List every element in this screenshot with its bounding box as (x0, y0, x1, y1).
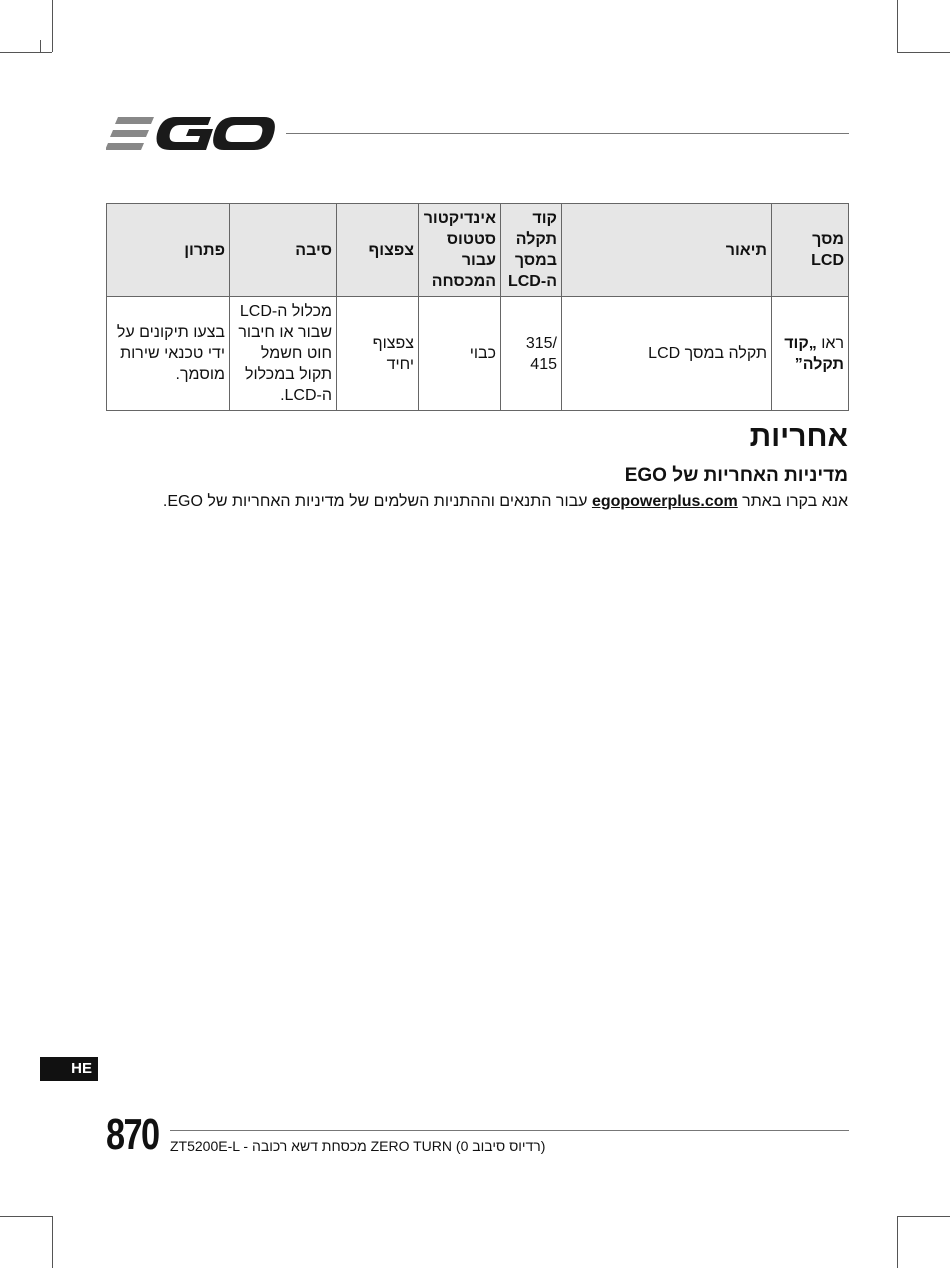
warranty-text-before: אנא בקרו באתר (737, 493, 848, 510)
header-cause: סיבה (230, 204, 337, 297)
crop-mark (52, 1216, 53, 1268)
warranty-paragraph (88, 493, 848, 511)
warranty-title: אחריות (749, 420, 848, 453)
svg-text:EGO: EGO (106, 114, 109, 115)
warranty-subtitle: מדיניות האחריות של EGO (624, 465, 848, 486)
warranty-text-after: עבור התנאים וההתניות השלמים של מדיניות האחריות של EGO. (162, 493, 592, 510)
troubleshooting-table (106, 203, 849, 411)
logo-e-stripes (106, 117, 154, 150)
cell-beeper: צפצוף יחיד (337, 297, 419, 411)
table-header-row (107, 204, 849, 297)
header-fault-code: קוד תקלה במסך ה-LCD (501, 204, 562, 297)
cell-solution: בצעו תיקונים על ידי טכנאי שירות מוסמך. (107, 297, 230, 411)
cell-fault-code: /315 415 (501, 297, 562, 411)
header-beeper: צפצוף (337, 204, 419, 297)
crop-mark (897, 52, 950, 53)
cell-status-indicator: כבוי (419, 297, 501, 411)
footer-rule (170, 1130, 849, 1131)
fault-code-reference: „קוד תקלה” (784, 334, 844, 373)
cell-lcd-screen-prefix: ראו (816, 334, 844, 352)
footer-doc-title: ZT5200E-L - מכסחת דשא רכובה ZERO TURN (רדיוס סיבוב 0) (170, 1138, 546, 1154)
crop-mark (0, 52, 52, 53)
crop-mark (0, 1216, 52, 1217)
header-lcd-screen: מסך LCD (772, 204, 849, 297)
crop-mark (52, 0, 53, 52)
page-number: 870 (106, 1110, 159, 1159)
header-solution: פתרון (107, 204, 230, 297)
header-status-indicator: אינדיקטור סטטוס עבור המכסחה (419, 204, 501, 297)
cell-description: תקלה במסך LCD (562, 297, 772, 411)
crop-mark (897, 1216, 898, 1268)
language-badge: HE (40, 1057, 98, 1081)
cell-cause: מכלול ה-LCD שבור או חיבור חוט חשמל תקול במכלול ה-LCD. (230, 297, 337, 411)
crop-mark (897, 1216, 950, 1217)
crop-mark (40, 40, 41, 52)
header-description: תיאור (562, 204, 772, 297)
website-link[interactable]: egopowerplus.com (591, 493, 738, 510)
crop-mark (897, 0, 898, 52)
table-row (107, 297, 849, 411)
cell-lcd-screen (772, 297, 849, 411)
header-rule (286, 133, 849, 134)
ego-logo (106, 114, 276, 154)
